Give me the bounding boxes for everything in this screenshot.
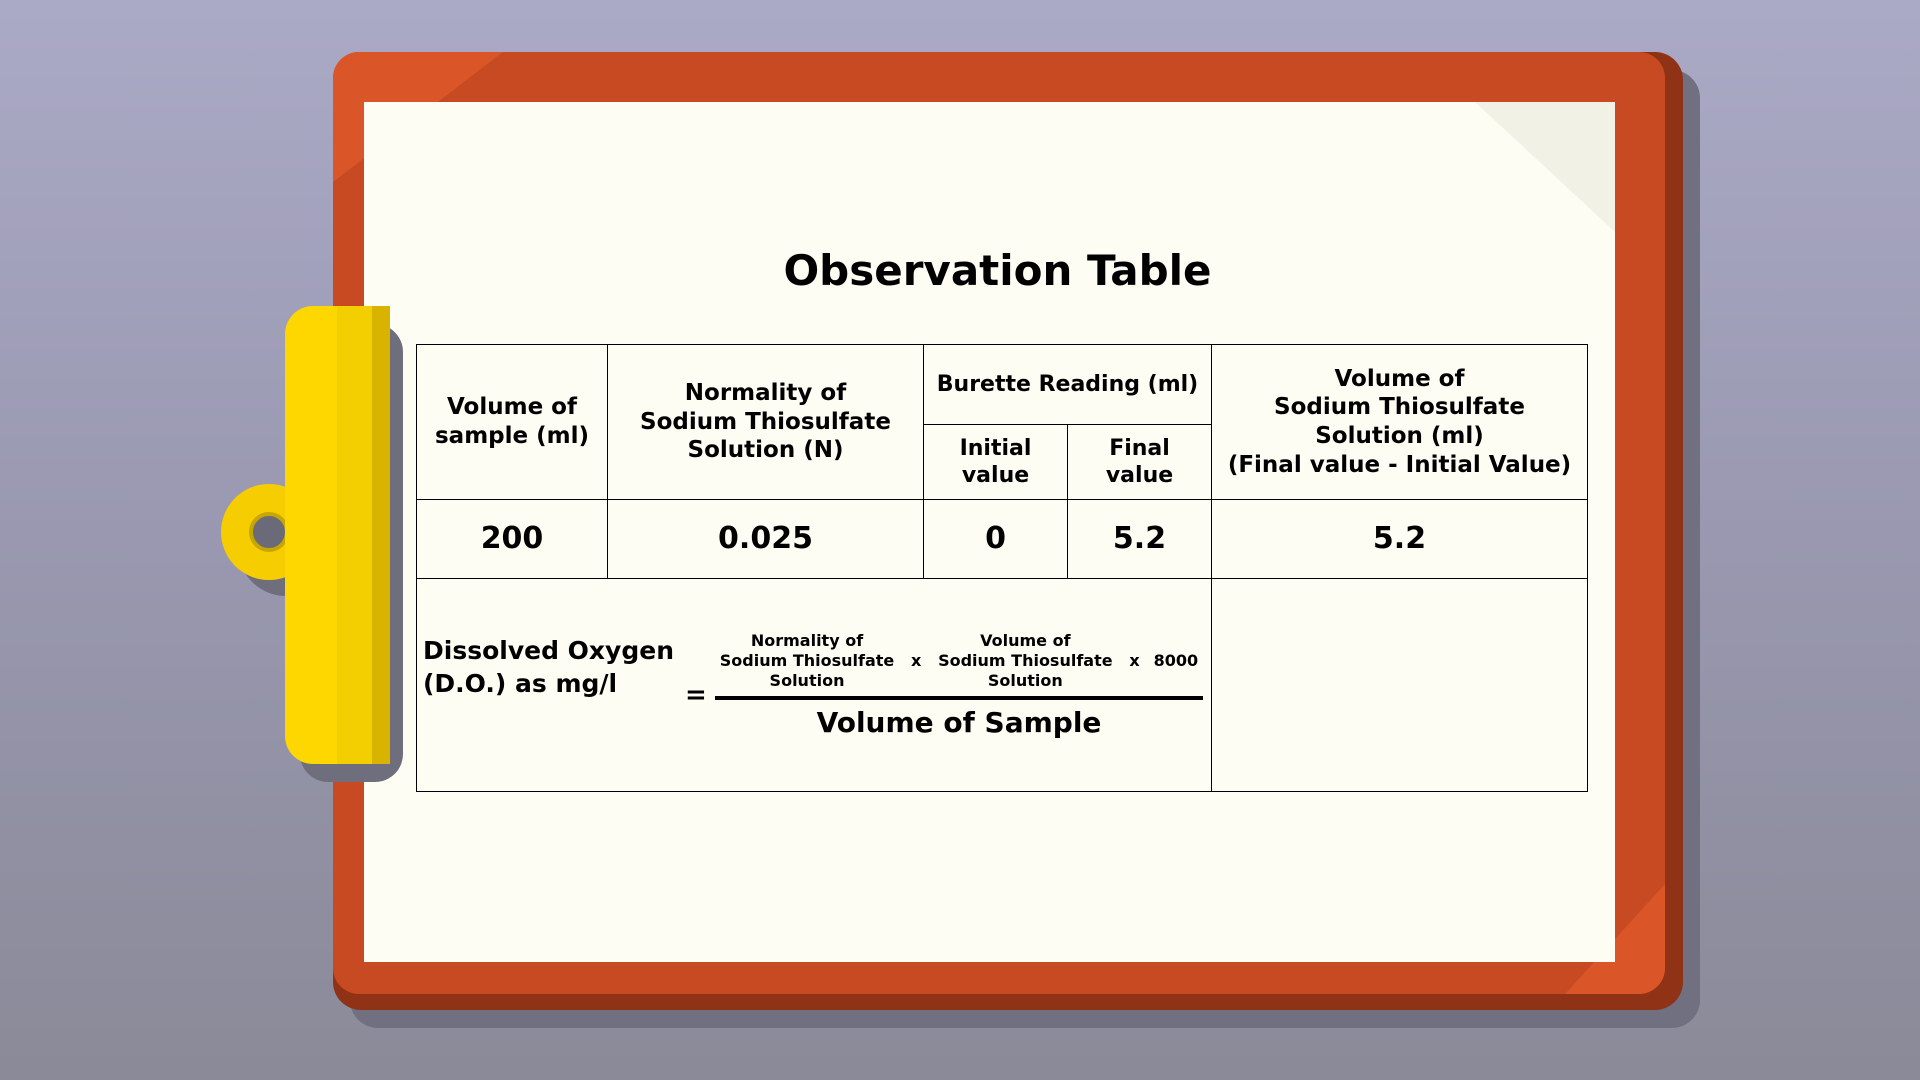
- header-normality: Normality of Sodium Thiosulfate Solution (N): [608, 345, 924, 500]
- cell-final-value: 5.2: [1068, 500, 1212, 579]
- formula-cell: [417, 579, 1212, 792]
- header-burette-reading: Burette Reading (ml): [924, 345, 1212, 425]
- observation-table: [416, 344, 1588, 792]
- header-volume-thiosulfate: Volume of Sodium Thiosulfate Solution (ml) (Final value - Initial Value): [1212, 345, 1588, 500]
- clipboard-clip: [285, 306, 390, 764]
- header-volume-sample: Volume of sample (ml): [417, 345, 608, 500]
- multiply-sign-2: x: [1129, 651, 1140, 670]
- cell-volume-sample: 200: [417, 500, 608, 579]
- multiply-sign-1: x: [911, 651, 922, 670]
- equals-sign: =: [685, 680, 707, 710]
- cell-volume-thiosulfate: 5.2: [1212, 500, 1588, 579]
- numerator-term-normality: Normality of Sodium Thiosulfate Solution: [719, 631, 895, 690]
- page-title: Observation Table: [783, 246, 1212, 295]
- header-final-value: Final value: [1068, 425, 1212, 500]
- header-initial-value: Initial value: [924, 425, 1068, 500]
- do-label: Dissolved Oxygen (D.O.) as mg/l: [423, 636, 675, 698]
- cell-normality: 0.025: [608, 500, 924, 579]
- formula-numerator: [717, 631, 1212, 691]
- numerator-constant: 8000: [1153, 651, 1199, 670]
- numerator-term-volume: Volume of Sodium Thiosulfate Solution: [938, 631, 1113, 690]
- result-cell: [1212, 579, 1588, 792]
- cell-initial-value: 0: [924, 500, 1068, 579]
- fraction-line: [715, 696, 1203, 700]
- formula-denominator: Volume of Sample: [816, 706, 1102, 739]
